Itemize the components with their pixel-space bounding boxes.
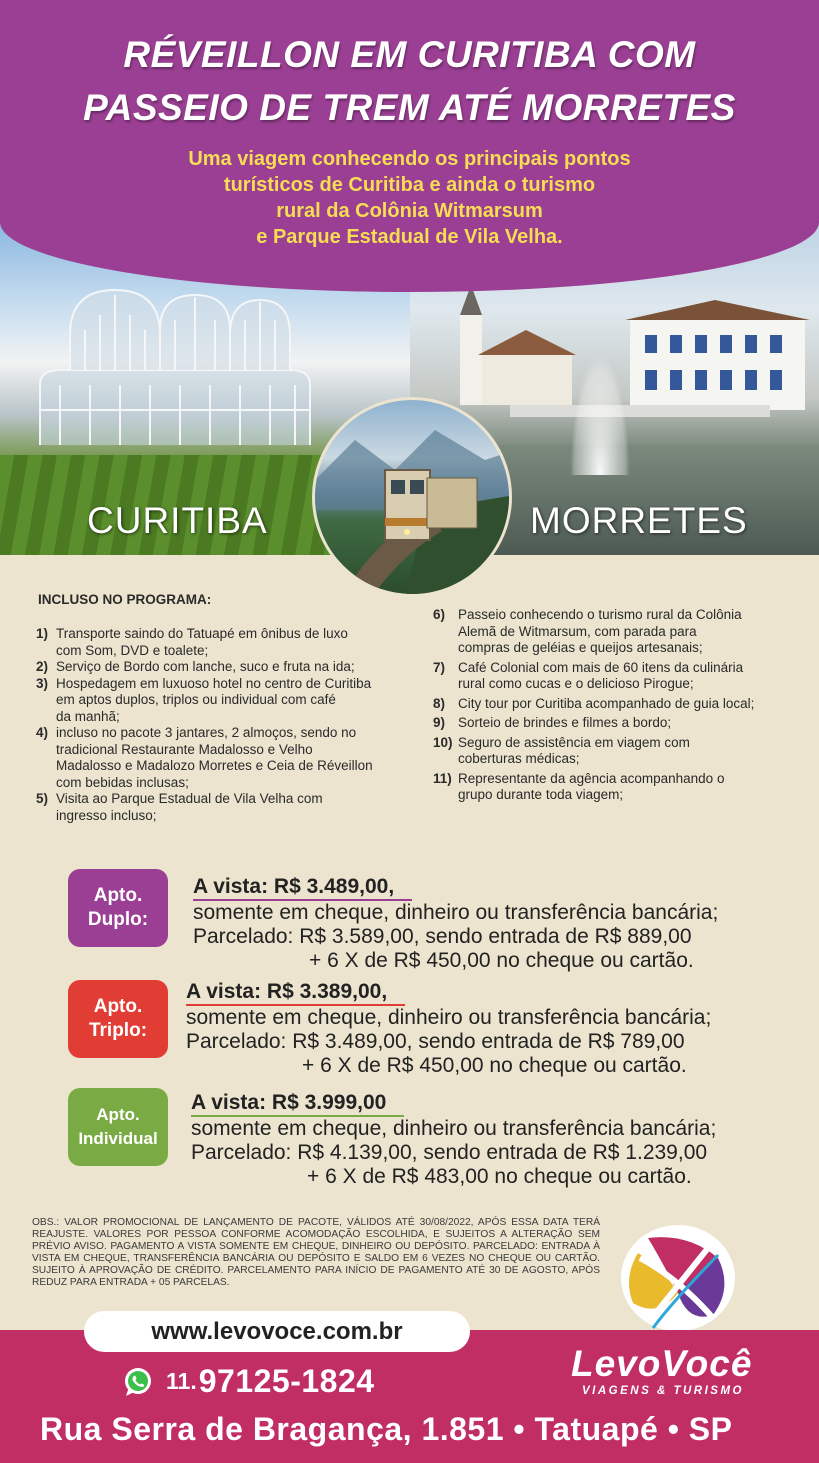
subtitle-line-4: e Parque Estadual de Vila Velha. [256, 226, 563, 248]
item-text: com bebidas inclusas; [56, 774, 189, 790]
item-text: em aptos duplos, triplos ou individual com café [56, 692, 336, 707]
item-number: 3) [36, 675, 49, 691]
price-avista: A vista: R$ 3.389,00, [186, 980, 405, 1006]
badge-line: Duplo: [87, 909, 149, 930]
price-payment: somente em cheque, dinheiro ou transferência bancária; [186, 1006, 712, 1029]
list-item [36, 725, 416, 791]
price-block-triplo [186, 980, 711, 1078]
terms-note: OBS.: VALOR PROMOCIONAL DE LANÇAMENTO DE PACOTE, VÁLIDOS ATÉ 30/08/2022, APÓS ESSA DATA TERÁ REAJUSTE. VALORES POR PESSOA CONFORME ACOMODAÇÃO ESCOLHIDA, E SUJEITOS A ALTERAÇÃO SEM PRÉVIO AVISO. PAGAMENTO A VISTA SOMENTE EM CHEQUE, DINHEIRO OU DEPÓSITO. PARCELADO: ENTRADA À VISTA EM CHEQUE, TRANSFERÊNCIA BANCÁRIA OU DEPÓSITO E SALDO EM 6 VEZES NO CHEQUE OU CARTÃO. SUJEITO À APROVAÇÃO DE CRÉDITO. PARCELAMENTO PARA INÍCIO DE PAGAMENTO ATÉ 30 DE AGOSTO, APÓS REDUZ PARA ENTRADA + 05 PARCELAS. [32, 1217, 600, 1288]
item-text: Seguro de assistência em viagem com [458, 734, 690, 750]
item-text: Madalosso e Madalozo Morretes e Ceia de Réveillon [56, 758, 373, 773]
price-payment: somente em cheque, dinheiro ou transferência bancária; [191, 1117, 717, 1140]
item-text: incluso no pacote 3 jantares, 2 almoços, sendo no [56, 725, 357, 740]
item-number: 11) [433, 770, 452, 786]
list-item [433, 715, 803, 732]
item-text: Serviço de Bordo com lanche, suco e fruta na ida; [56, 659, 355, 674]
item-number: 4) [36, 725, 49, 740]
badge-line: Apto. [96, 1105, 140, 1124]
phone-number: 97125-1824 [198, 1363, 375, 1399]
item-number: 6) [433, 607, 446, 622]
badge-apto-individual [68, 1088, 168, 1166]
item-text: City tour por Curitiba acompanhado de guia local; [458, 695, 755, 711]
title-line-2: PASSEIO DE TREM ATÉ MORRETES [83, 87, 736, 128]
brand-name: LevoVocê [571, 1343, 753, 1384]
item-text: Visita ao Parque Estadual de Vila Velha com [56, 791, 323, 806]
item-text: Representante da agência acompanhando o [458, 770, 725, 786]
item-text: da manhã; [56, 708, 120, 724]
badge-line: Triplo: [88, 1020, 148, 1041]
price-parcelas: + 6 X de R$ 483,00 no cheque ou cartão. [307, 1165, 692, 1188]
item-text: compras de geléias e queijos artesanais; [458, 640, 703, 655]
list-item [36, 659, 416, 676]
brand-tagline: VIAGENS & TURISMO [582, 1385, 744, 1397]
price-parcelas: + 6 X de R$ 450,00 no cheque ou cartão. [302, 1054, 687, 1077]
price-parcelado: Parcelado: R$ 4.139,00, sendo entrada de R$ 1.239,00 [191, 1141, 708, 1164]
item-text: Sorteio de brindes e filmes a bordo; [458, 715, 672, 730]
list-item [433, 607, 803, 657]
item-text: Passeio conhecendo o turismo rural da Colônia [458, 607, 742, 622]
badge-apto-triplo [68, 980, 168, 1058]
title-line-1: RÉVEILLON EM CURITIBA COM [123, 34, 696, 75]
header-banner [0, 0, 819, 292]
item-number: 7) [433, 659, 446, 675]
price-parcelado: Parcelado: R$ 3.589,00, sendo entrada de R$ 889,00 [193, 925, 692, 948]
item-number: 10) [433, 734, 453, 750]
subtitle-line-1: Uma viagem conhecendo os principais pontos [188, 148, 631, 170]
item-text: rural como cucas e o delicioso Pirogue; [458, 676, 694, 691]
badge-line: Individual [78, 1129, 158, 1148]
item-number: 1) [36, 626, 49, 641]
levovoce-logo-icon [618, 1223, 738, 1333]
item-number: 8) [433, 695, 446, 711]
item-number: 5) [36, 791, 49, 806]
item-number: 2) [36, 659, 49, 674]
list-item [433, 660, 803, 693]
price-avista: A vista: R$ 3.999,00 [191, 1091, 404, 1117]
item-text: tradicional Restaurante Madalosso e Velho [56, 741, 313, 757]
item-text: Transporte saindo do Tatuapé em ônibus de luxo [56, 626, 348, 641]
label-morretes: MORRETES [530, 500, 748, 541]
item-text: coberturas médicas; [458, 751, 580, 766]
item-text: ingresso incluso; [56, 807, 157, 823]
price-block-duplo [193, 875, 718, 973]
item-text: Hospedagem em luxuoso hotel no centro de Curitiba [56, 675, 372, 691]
program-list-left [36, 626, 416, 824]
list-item [36, 626, 416, 659]
label-curitiba: CURITIBA [87, 500, 268, 541]
list-item [36, 791, 416, 824]
price-parcelas: + 6 X de R$ 450,00 no cheque ou cartão. [309, 949, 694, 972]
list-item [36, 676, 416, 726]
subtitle-line-2: turísticos de Curitiba e ainda o turismo [223, 174, 596, 196]
badge-line: Apto. [93, 996, 143, 1017]
item-text: com Som, DVD e toalete; [56, 642, 209, 658]
list-item [433, 696, 803, 713]
subtitle-line-3: rural da Colônia Witmarsum [276, 200, 543, 222]
list-item [433, 735, 803, 768]
greenhouse-illustration [30, 275, 320, 445]
badge-apto-duplo [68, 869, 168, 947]
phone-prefix: 11. [166, 1368, 197, 1394]
item-text: Café Colonial com mais de 60 itens da culinária [458, 659, 744, 675]
program-list-right [433, 607, 803, 807]
price-block-individual [191, 1091, 716, 1189]
train-illustration [315, 400, 512, 597]
item-text: grupo durante toda viagem; [458, 787, 624, 802]
fountain [570, 355, 630, 475]
website-link[interactable]: www.levovoce.com.br [84, 1311, 470, 1352]
address: Rua Serra de Bragança, 1.851 • Tatuapé • SP [40, 1411, 733, 1447]
phone-row[interactable] [122, 1363, 375, 1400]
price-payment: somente em cheque, dinheiro ou transferência bancária; [193, 901, 719, 924]
item-text: Alemã de Witmarsum, com parada para [458, 623, 697, 639]
price-parcelado: Parcelado: R$ 3.489,00, sendo entrada de R$ 789,00 [186, 1030, 685, 1053]
whatsapp-icon [122, 1366, 154, 1398]
price-avista: A vista: R$ 3.489,00, [193, 875, 412, 901]
badge-line: Apto. [93, 885, 143, 906]
item-number: 9) [433, 715, 446, 730]
program-title: INCLUSO NO PROGRAMA: [38, 592, 212, 607]
train-photo-circle [312, 397, 512, 597]
list-item [433, 771, 803, 804]
